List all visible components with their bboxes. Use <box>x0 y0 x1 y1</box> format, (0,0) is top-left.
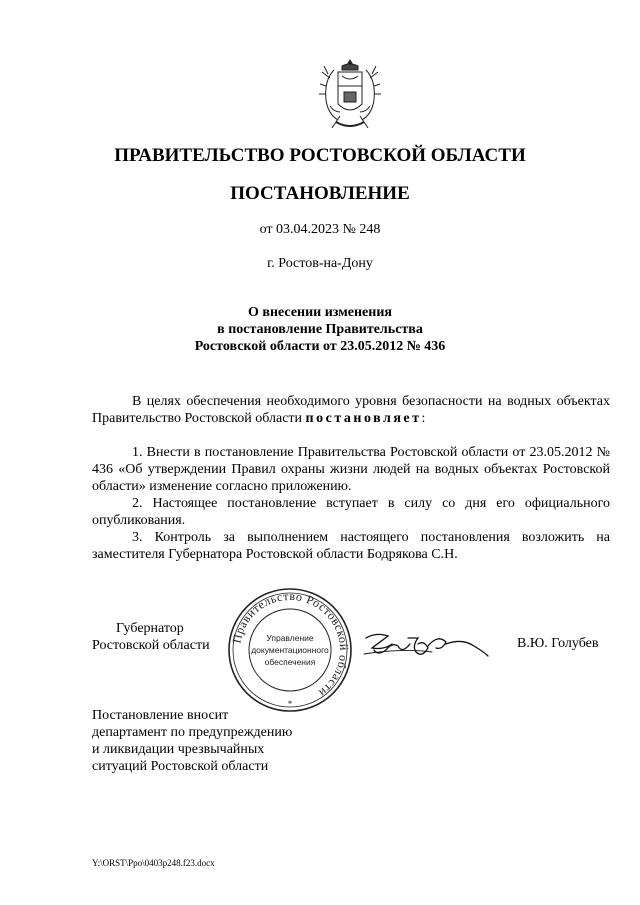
introduced-by-line: Постановление вносит <box>92 708 229 723</box>
preamble-paragraph: В целях обеспечения необходимого уровня безопасности на водных объектах Правительство Ростовской области постановляет: <box>92 394 610 426</box>
organization-title: ПРАВИТЕЛЬСТВО РОСТОВСКОЙ ОБЛАСТИ <box>114 145 526 166</box>
handwritten-signature <box>362 628 492 662</box>
svg-text:обеспечения: обеспечения <box>264 657 316 667</box>
svg-text:Управление: Управление <box>266 633 314 643</box>
document-type-title: ПОСТАНОВЛЕНИЕ <box>230 183 410 204</box>
preamble-text: В целях обеспечения необходимого уровня безопасности на водных объектах Правительство Ростовской области <box>92 394 610 426</box>
signer-title-line: Губернатор <box>116 621 184 636</box>
decree-item-2: 2. Настоящее постановление вступает в силу со дня его официального опубликования. <box>92 496 610 528</box>
subject-line: Ростовской области от 23.05.2012 № 436 <box>194 339 446 354</box>
svg-text:*: * <box>287 699 293 709</box>
decree-items <box>92 444 610 563</box>
introduced-by-block <box>92 707 292 775</box>
subject-heading <box>0 304 640 355</box>
signer-name: В.Ю. Голубев <box>517 636 599 651</box>
signer-title <box>92 620 210 654</box>
subject-line: в постановление Правительства <box>217 322 423 337</box>
introduced-by-line: департамент по предупреждению <box>92 725 293 740</box>
subject-line: О внесении изменения <box>248 305 392 320</box>
decree-item-3: 3. Контроль за выполнением настоящего постановления возложить на заместителя Губернатора Ростовской области Бодрякова С.Н. <box>92 530 610 562</box>
decree-item-1: 1. Внести в постановление Правительства Ростовской области от 23.05.2012 № 436 «Об утверждении Правил охраны жизни людей на водных объектах Ростовской области» изменение согласно приложению. <box>92 445 610 494</box>
coat-of-arms-emblem <box>314 56 386 136</box>
city: г. Ростов-на-Дону <box>267 256 373 271</box>
decree-word: постановляет <box>305 411 422 426</box>
signer-title-line: Ростовской области <box>92 638 210 653</box>
file-path-footer: Y:\ORST\Ppo\0403p248.f23.docx <box>92 858 215 868</box>
date-number: от 03.04.2023 № 248 <box>259 222 381 237</box>
introduced-by-line: ситуаций Ростовской области <box>92 759 269 774</box>
svg-text:документационного: документационного <box>251 645 329 655</box>
svg-text:Правительство Ростовской облас: Правительство Ростовской области <box>229 588 352 701</box>
introduced-by-line: и ликвидации чрезвычайных <box>92 742 265 757</box>
official-stamp <box>226 586 354 714</box>
